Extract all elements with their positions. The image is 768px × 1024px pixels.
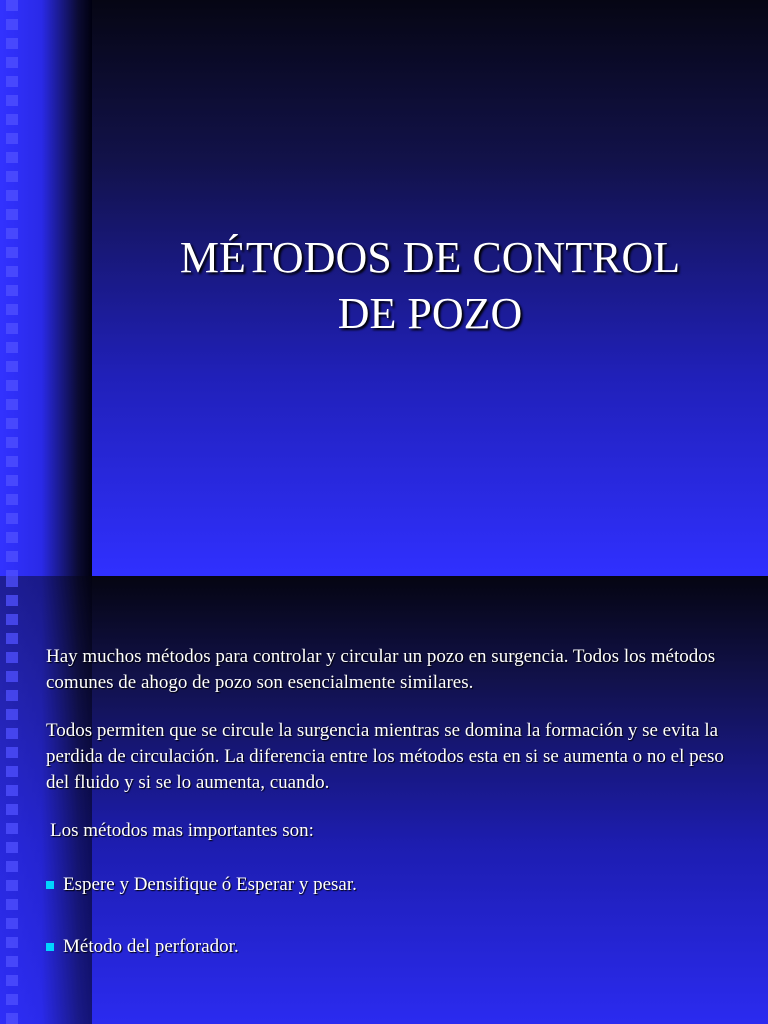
paragraph-2: Todos permiten que se circule la surgencia mientras se domina la formación y se evita la perdida de circulación. La diferencia entre los métodos esta en si se aumenta o no el peso del fluido y si se lo aumenta, cuando. <box>46 720 724 793</box>
list-item-text: Método del perforador. <box>63 936 239 957</box>
list-intro: Los métodos mas importantes son: <box>50 820 314 841</box>
square-bullet-icon <box>46 881 54 889</box>
list-item <box>46 872 728 898</box>
title-line-2: DE POZO <box>337 289 523 338</box>
content-slide <box>0 576 768 1024</box>
title-line-1: MÉTODOS DE CONTROL <box>179 233 681 282</box>
square-bullet-icon <box>46 943 54 951</box>
paragraph-1: Hay muchos métodos para controlar y circular un pozo en surgencia. Todos los métodos comunes de ahogo de pozo son esencialmente similares. <box>46 646 716 693</box>
slide-body <box>46 644 728 996</box>
decorative-squares-column <box>6 0 18 576</box>
list-item <box>46 934 728 960</box>
slide-title <box>92 230 768 342</box>
list-item-text: Espere y Densifique ó Esperar y pesar. <box>63 874 357 895</box>
decorative-squares-column <box>6 576 18 1024</box>
